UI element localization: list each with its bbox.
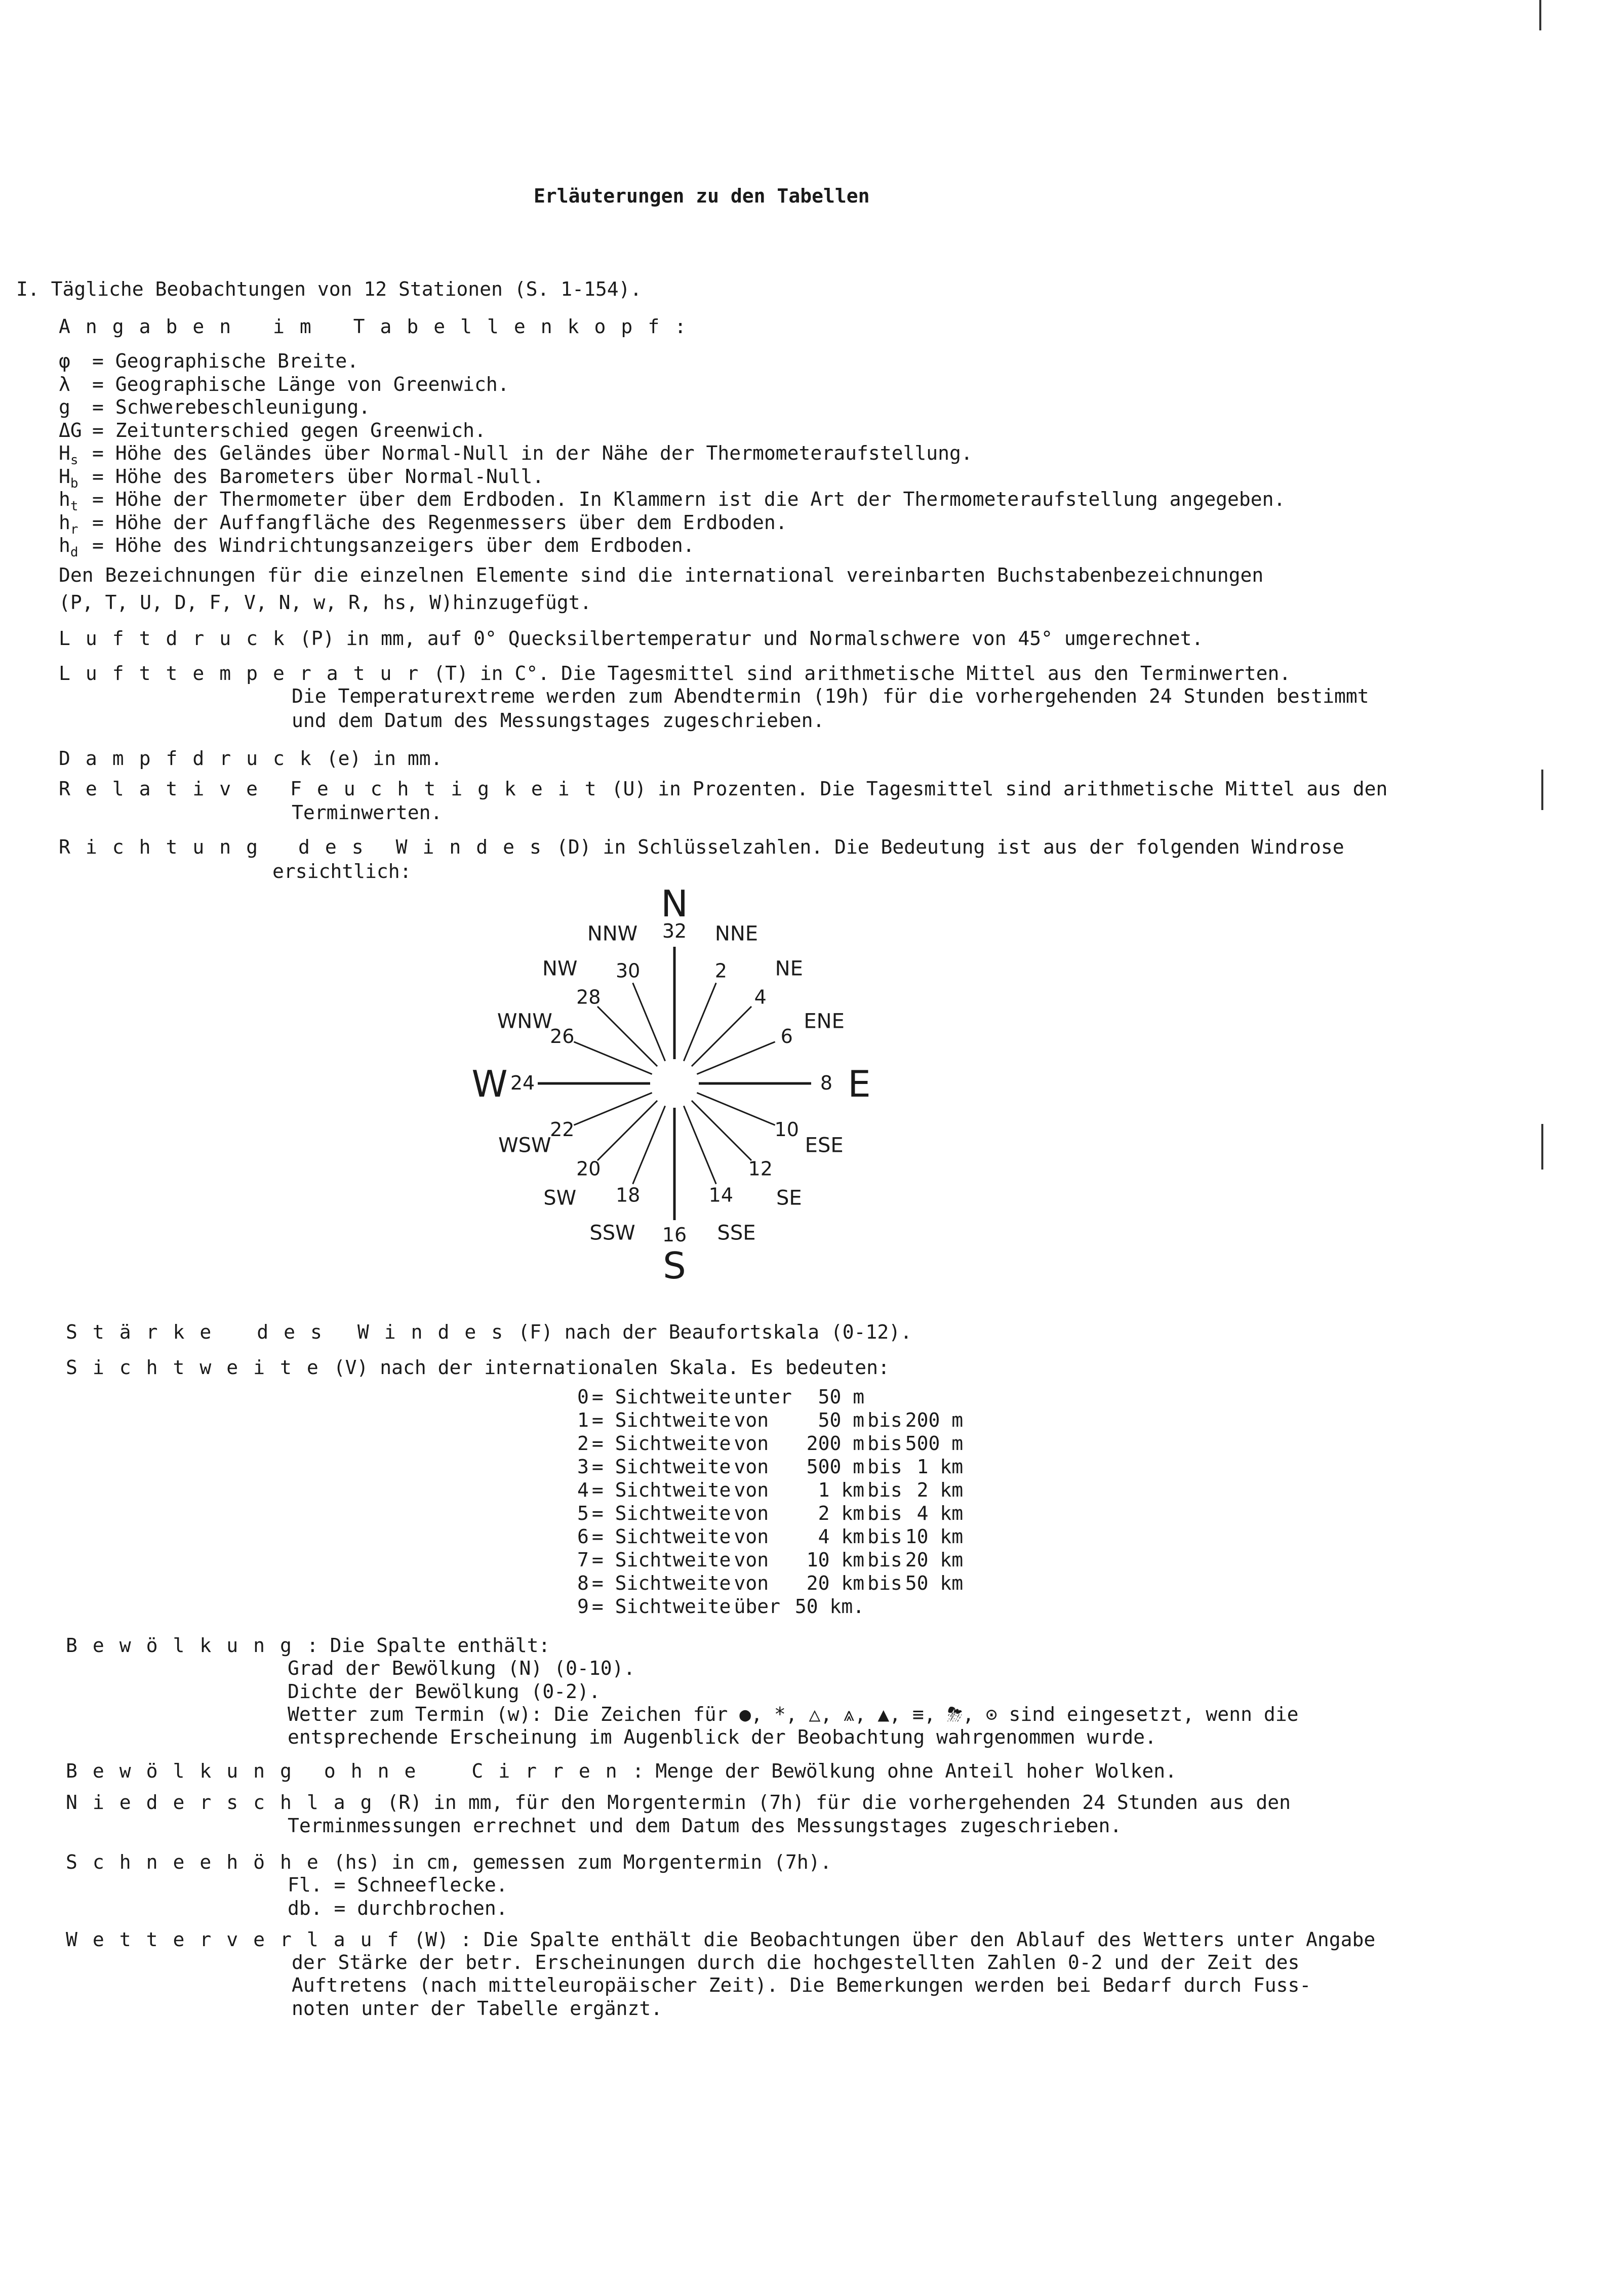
visibility-cell xyxy=(905,1595,966,1618)
wind-direction-term-1: Richtung xyxy=(59,836,273,858)
wind-rose xyxy=(446,876,901,1291)
pressure-entry xyxy=(59,627,1203,650)
visibility-cell: 50 m xyxy=(818,1386,865,1408)
wind-rose-code: 12 xyxy=(748,1157,773,1180)
wind-rose-code: 8 xyxy=(820,1072,833,1094)
visibility-cell: von xyxy=(734,1432,769,1455)
visibility-cell: bis xyxy=(867,1572,902,1594)
wind-speed-term-1: Stärke xyxy=(66,1321,227,1343)
symbol-description: = Geographische Breite. xyxy=(92,350,359,372)
wind-rose-cardinal-n: N xyxy=(661,882,688,925)
symbol-subscript: r xyxy=(70,521,78,537)
vapour-term: Dampfdruck xyxy=(59,747,327,770)
humidity-line-2: Terminwerten. xyxy=(292,801,443,824)
symbol-row xyxy=(59,419,486,442)
wind-rose-direction-label: SW xyxy=(543,1186,577,1210)
wind-rose-code: 2 xyxy=(714,959,727,982)
wind-rose-direction-label: ESE xyxy=(805,1134,844,1157)
visibility-cell: 10 km xyxy=(806,1549,865,1571)
right-edge-mark xyxy=(1541,1124,1543,1170)
wind-rose-code: 20 xyxy=(576,1157,601,1180)
visibility-cell: bis xyxy=(867,1479,902,1501)
visibility-row xyxy=(577,1455,966,1478)
humidity-term-1: Relative xyxy=(59,778,273,800)
wind-rose-ray xyxy=(684,983,716,1061)
snow-entry xyxy=(66,1850,832,1874)
symbol: $H_s$ xyxy=(59,442,78,468)
temperature-entry xyxy=(59,662,1291,685)
visibility-cell: = Sichtweite xyxy=(591,1432,731,1455)
symbol: ΔG xyxy=(59,419,82,441)
visibility-cell: 7 xyxy=(577,1549,589,1571)
wind-direction-line-1: (D) in Schlüsselzahlen. Die Bedeutung ist aus der folgenden Windrose xyxy=(556,836,1344,858)
symbol: $h_t$ xyxy=(59,488,78,514)
wind-rose-code: 18 xyxy=(615,1184,641,1206)
wind-rose-code: 26 xyxy=(550,1025,575,1048)
symbol-description: = Höhe des Barometers über Normal-Null. xyxy=(92,465,544,488)
visibility-cell: von xyxy=(734,1502,769,1524)
wind-rose-direction-label: NNW xyxy=(587,922,638,946)
section-heading xyxy=(16,277,642,301)
visibility-cell: 200 m xyxy=(806,1432,865,1455)
weather-line-4: noten unter der Tabelle ergänzt. xyxy=(292,1997,663,2020)
wind-direction-term-3: Windes xyxy=(395,836,556,858)
visibility-row xyxy=(577,1432,966,1455)
temperature-line-2: Die Temperaturextreme werden zum Abendtermin (19h) für die vorhergehenden 24 Stunden bestimmt xyxy=(292,685,1369,707)
visibility-cell: = Sichtweite xyxy=(591,1386,731,1408)
temperature-line-3: und dem Datum des Messungstages zugeschrieben. xyxy=(292,709,825,732)
clouds-line-2: Grad der Bewölkung (N) (0-10). xyxy=(288,1657,635,1679)
snow-line-2: Fl. = Schneeflecke. xyxy=(288,1874,508,1896)
wind-rose-ray xyxy=(684,1106,716,1184)
wind-rose-code: 10 xyxy=(774,1118,799,1141)
wind-rose-code: 28 xyxy=(576,986,601,1009)
visibility-cell: 1 km xyxy=(818,1479,865,1501)
clouds-no-cirrus-entry xyxy=(66,1759,1177,1783)
wind-rose-cardinal-s: S xyxy=(663,1244,686,1287)
designations-line-2: (P, T, U, D, F, V, N, w, R, hs, W)hinzugefügt. xyxy=(59,591,592,614)
visibility-cell: bis xyxy=(867,1525,902,1548)
visibility-cell: = Sichtweite xyxy=(591,1525,731,1548)
symbol-description: = Höhe der Auffangfläche des Regenmessers über dem Erdboden. xyxy=(92,511,787,534)
precipitation-entry xyxy=(66,1791,1291,1814)
wind-rose-code: 32 xyxy=(662,920,687,942)
symbol-subscript: t xyxy=(70,499,78,514)
visibility-cell: unter xyxy=(734,1386,792,1408)
weather-entry xyxy=(66,1928,1375,1951)
wind-rose-ray xyxy=(697,1093,775,1125)
visibility-cell: 2 km xyxy=(818,1502,865,1524)
wind-rose-code: 6 xyxy=(780,1025,793,1048)
wind-rose-ray xyxy=(692,1006,751,1066)
wind-rose-code: 22 xyxy=(550,1118,575,1141)
visibility-cell: 0 xyxy=(577,1386,589,1408)
symbol-row xyxy=(59,488,1285,513)
symbol-subscript: d xyxy=(70,545,78,560)
visibility-cell: über xyxy=(734,1595,780,1618)
visibility-cell: 4 km xyxy=(818,1525,865,1548)
visibility-cell: = Sichtweite xyxy=(591,1572,731,1594)
weather-term: Wetterverlauf xyxy=(66,1928,414,1951)
wind-speed-entry xyxy=(66,1320,912,1344)
wind-rose-ray xyxy=(633,983,665,1061)
visibility-cell: 20 km xyxy=(806,1572,865,1594)
visibility-cell: von xyxy=(734,1456,769,1478)
symbol: $H_b$ xyxy=(59,465,78,491)
visibility-cell: 200 m xyxy=(905,1409,964,1431)
weather-line-2: der Stärke der betr. Erscheinungen durch die hochgestellten Zahlen 0-2 und der Zeit des xyxy=(292,1951,1300,1973)
visibility-cell: 2 km xyxy=(916,1479,964,1501)
clouds-line-5: entsprechende Erscheinung im Augenblick der Beobachtung wahrgenommen wurde. xyxy=(288,1726,1156,1748)
wind-direction-term-2: des xyxy=(298,836,379,858)
visibility-cell: 50 km. xyxy=(794,1595,865,1618)
section-heading-text: Tägliche Beobachtungen von 12 Stationen (S. 1-154). xyxy=(51,278,642,300)
visibility-cell: 9 xyxy=(577,1595,589,1618)
designations-line-1: Den Bezeichnungen für die einzelnen Elemente sind die international vereinbarten Buchstabenbezeichnungen xyxy=(59,564,1264,586)
visibility-term: Sichtweite xyxy=(66,1356,334,1379)
visibility-cell: von xyxy=(734,1572,769,1594)
visibility-cell: bis xyxy=(867,1549,902,1571)
pressure-text: (P) in mm, auf 0° Quecksilbertemperatur und Normalschwere von 45° umgerechnet. xyxy=(299,627,1204,650)
visibility-cell: von xyxy=(734,1549,769,1571)
visibility-cell: 4 xyxy=(577,1479,589,1501)
symbol: g xyxy=(59,396,70,418)
visibility-table xyxy=(577,1385,966,1618)
snow-line-1: (hs) in cm, gemessen zum Morgentermin (7h). xyxy=(333,1851,832,1873)
visibility-cell: 6 xyxy=(577,1525,589,1548)
visibility-cell: = Sichtweite xyxy=(591,1549,731,1571)
wind-rose-ray xyxy=(597,1101,657,1160)
visibility-cell: von xyxy=(734,1479,769,1501)
wind-speed-term-3: Windes xyxy=(357,1321,518,1343)
symbol: λ xyxy=(59,373,70,395)
visibility-row xyxy=(577,1548,966,1572)
clouds-line-1: : Die Spalte enthält: xyxy=(306,1634,550,1657)
visibility-row xyxy=(577,1408,966,1432)
wind-rose-direction-label: SSE xyxy=(717,1221,756,1245)
wind-direction-line-2: ersichtlich: xyxy=(272,860,412,882)
visibility-cell: 500 m xyxy=(806,1456,865,1478)
visibility-cell: von xyxy=(734,1409,769,1431)
wind-rose-ray xyxy=(574,1042,652,1074)
visibility-cell: 8 xyxy=(577,1572,589,1594)
humidity-entry xyxy=(59,777,1387,800)
precipitation-line-1: (R) in mm, für den Morgentermin (7h) für die vorhergehenden 24 Stunden aus den xyxy=(387,1791,1291,1814)
wind-rose-direction-label: SE xyxy=(776,1186,802,1210)
visibility-cell xyxy=(905,1385,966,1408)
humidity-term-2: Feuchtigkeit xyxy=(290,778,612,800)
visibility-cell: 4 km xyxy=(916,1502,964,1524)
symbol-row xyxy=(59,441,973,467)
clouds-term: Bewölkung xyxy=(66,1634,307,1657)
clouds-line-3: Dichte der Bewölkung (0-2). xyxy=(288,1680,601,1703)
temperature-term: Lufttemperatur xyxy=(59,662,434,684)
right-edge-mark xyxy=(1539,0,1541,30)
clouds-entry xyxy=(66,1634,550,1657)
symbol-description: = Höhe des Windrichtungsanzeigers über dem Erdboden. xyxy=(92,534,695,556)
symbol-description: = Zeitunterschied gegen Greenwich. xyxy=(92,419,486,441)
wind-rose-code: 14 xyxy=(708,1184,734,1206)
symbol-row xyxy=(59,373,509,396)
visibility-row xyxy=(577,1572,966,1595)
symbol: $h_r$ xyxy=(59,511,78,537)
wind-speed-text: (F) nach der Beaufortskala (0-12). xyxy=(518,1321,912,1343)
visibility-cell: 50 km xyxy=(905,1572,964,1594)
wind-rose-direction-label: SSW xyxy=(589,1221,635,1245)
visibility-cell: = Sichtweite xyxy=(591,1595,731,1618)
visibility-cell: 50 m xyxy=(818,1409,865,1431)
visibility-cell: 5 xyxy=(577,1502,589,1524)
visibility-cell xyxy=(867,1385,905,1408)
wind-rose-code: 4 xyxy=(754,986,767,1009)
vapour-entry xyxy=(59,747,443,770)
vapour-text: (e) in mm. xyxy=(326,747,443,770)
visibility-cell: 20 km xyxy=(905,1549,964,1571)
clouds-no-cirrus-term-3: Cirren xyxy=(471,1760,632,1782)
wind-rose-direction-label: NW xyxy=(542,957,578,981)
weather-line-1: (W) : Die Spalte enthält die Beobachtungen über den Ablauf des Wetters unter Angabe xyxy=(414,1928,1376,1951)
visibility-entry xyxy=(66,1356,890,1379)
pressure-term: Luftdruck xyxy=(59,627,300,650)
wind-rose-direction-label: ENE xyxy=(804,1010,845,1033)
symbol-row xyxy=(59,534,695,559)
visibility-text: (V) nach der internationalen Skala. Es bedeuten: xyxy=(333,1356,890,1379)
symbol: φ xyxy=(59,350,70,372)
wind-rose-direction-label: WNW xyxy=(497,1010,552,1033)
precipitation-term: Niederschlag xyxy=(66,1791,387,1814)
visibility-cell: 1 km xyxy=(916,1456,964,1478)
symbol-description: = Geographische Länge von Greenwich. xyxy=(92,373,509,395)
visibility-cell: bis xyxy=(867,1456,902,1478)
wind-speed-term-2: des xyxy=(257,1321,337,1343)
wind-rose-direction-label: NE xyxy=(775,957,803,981)
clouds-no-cirrus-term-1: Bewölkung xyxy=(66,1760,307,1782)
clouds-line-4: Wetter zum Termin (w): Die Zeichen für ●, *, △, ⩓, ▲, ≡, ⛈, ⊙ sind eingesetzt, wenn die xyxy=(288,1703,1299,1725)
wind-rose-cardinal-w: W xyxy=(471,1063,508,1105)
wind-rose-cardinal-e: E xyxy=(848,1063,871,1105)
header-caption: Angaben im Tabellenkopf: xyxy=(59,315,702,338)
page-title: Erläuterungen zu den Tabellen xyxy=(534,185,870,207)
wind-rose-ray xyxy=(574,1093,652,1125)
visibility-row xyxy=(577,1502,966,1525)
symbol-description: = Höhe des Geländes über Normal-Null in der Nähe der Thermometeraufstellung. xyxy=(92,442,973,464)
humidity-line-1: (U) in Prozenten. Die Tagesmittel sind arithmetische Mittel aus den xyxy=(611,778,1388,800)
wind-rose-ray xyxy=(633,1106,665,1184)
clouds-no-cirrus-text: : Menge der Bewölkung ohne Anteil hoher Wolken. xyxy=(632,1760,1177,1782)
visibility-cell: 1 xyxy=(577,1409,589,1431)
symbol-row xyxy=(59,465,544,491)
visibility-cell: bis xyxy=(867,1432,902,1455)
wind-rose-code: 24 xyxy=(510,1072,535,1094)
snow-line-3: db. = durchbrochen. xyxy=(288,1897,508,1919)
symbol-subscript: s xyxy=(70,453,78,468)
symbol-subscript: b xyxy=(70,475,78,491)
wind-rose-ray xyxy=(692,1101,751,1160)
wind-rose-direction-label: WSW xyxy=(498,1134,551,1157)
visibility-row xyxy=(577,1385,966,1408)
visibility-cell: = Sichtweite xyxy=(591,1502,731,1524)
snow-term: Schneehöhe xyxy=(66,1851,334,1873)
wind-rose-code: 16 xyxy=(662,1224,687,1246)
visibility-cell xyxy=(867,1595,905,1618)
wind-rose-ray xyxy=(597,1006,657,1066)
visibility-cell: = Sichtweite xyxy=(591,1479,731,1501)
symbol-description: = Schwerebeschleunigung. xyxy=(92,396,371,418)
visibility-cell: von xyxy=(734,1525,769,1548)
precipitation-line-2: Terminmessungen errechnet und dem Datum des Messungstages zugeschrieben. xyxy=(288,1815,1122,1837)
symbol-row xyxy=(59,349,358,373)
right-edge-mark xyxy=(1541,770,1543,810)
wind-direction-entry xyxy=(59,835,1344,859)
symbol: $h_d$ xyxy=(59,534,78,560)
weather-line-3: Auftretens (nach mitteleuropäischer Zeit). Die Bemerkungen werden bei Bedarf durch Fuss- xyxy=(292,1974,1311,1996)
wind-rose-code: 30 xyxy=(615,959,641,982)
visibility-row xyxy=(577,1595,966,1618)
symbol-row xyxy=(59,511,787,537)
visibility-cell: bis xyxy=(867,1502,902,1524)
visibility-row xyxy=(577,1525,966,1548)
wind-rose-direction-label: NNE xyxy=(714,922,758,946)
clouds-no-cirrus-term-2: ohne xyxy=(324,1760,431,1782)
visibility-cell: = Sichtweite xyxy=(591,1456,731,1478)
visibility-cell: 3 xyxy=(577,1456,589,1478)
symbol-row xyxy=(59,395,370,419)
visibility-row xyxy=(577,1478,966,1502)
visibility-cell: bis xyxy=(867,1409,902,1431)
wind-rose-ray xyxy=(697,1042,775,1074)
visibility-cell: 10 km xyxy=(905,1525,964,1548)
visibility-cell: 500 m xyxy=(905,1432,964,1455)
visibility-cell: 2 xyxy=(577,1432,589,1455)
section-number: I. xyxy=(16,278,39,300)
symbol-description: = Höhe der Thermometer über dem Erdboden. In Klammern ist die Art der Thermometeraufstellung angegeben. xyxy=(92,488,1286,510)
visibility-cell: = Sichtweite xyxy=(591,1409,731,1431)
temperature-line-1: (T) in C°. Die Tagesmittel sind arithmetische Mittel aus den Terminwerten. xyxy=(433,662,1291,684)
